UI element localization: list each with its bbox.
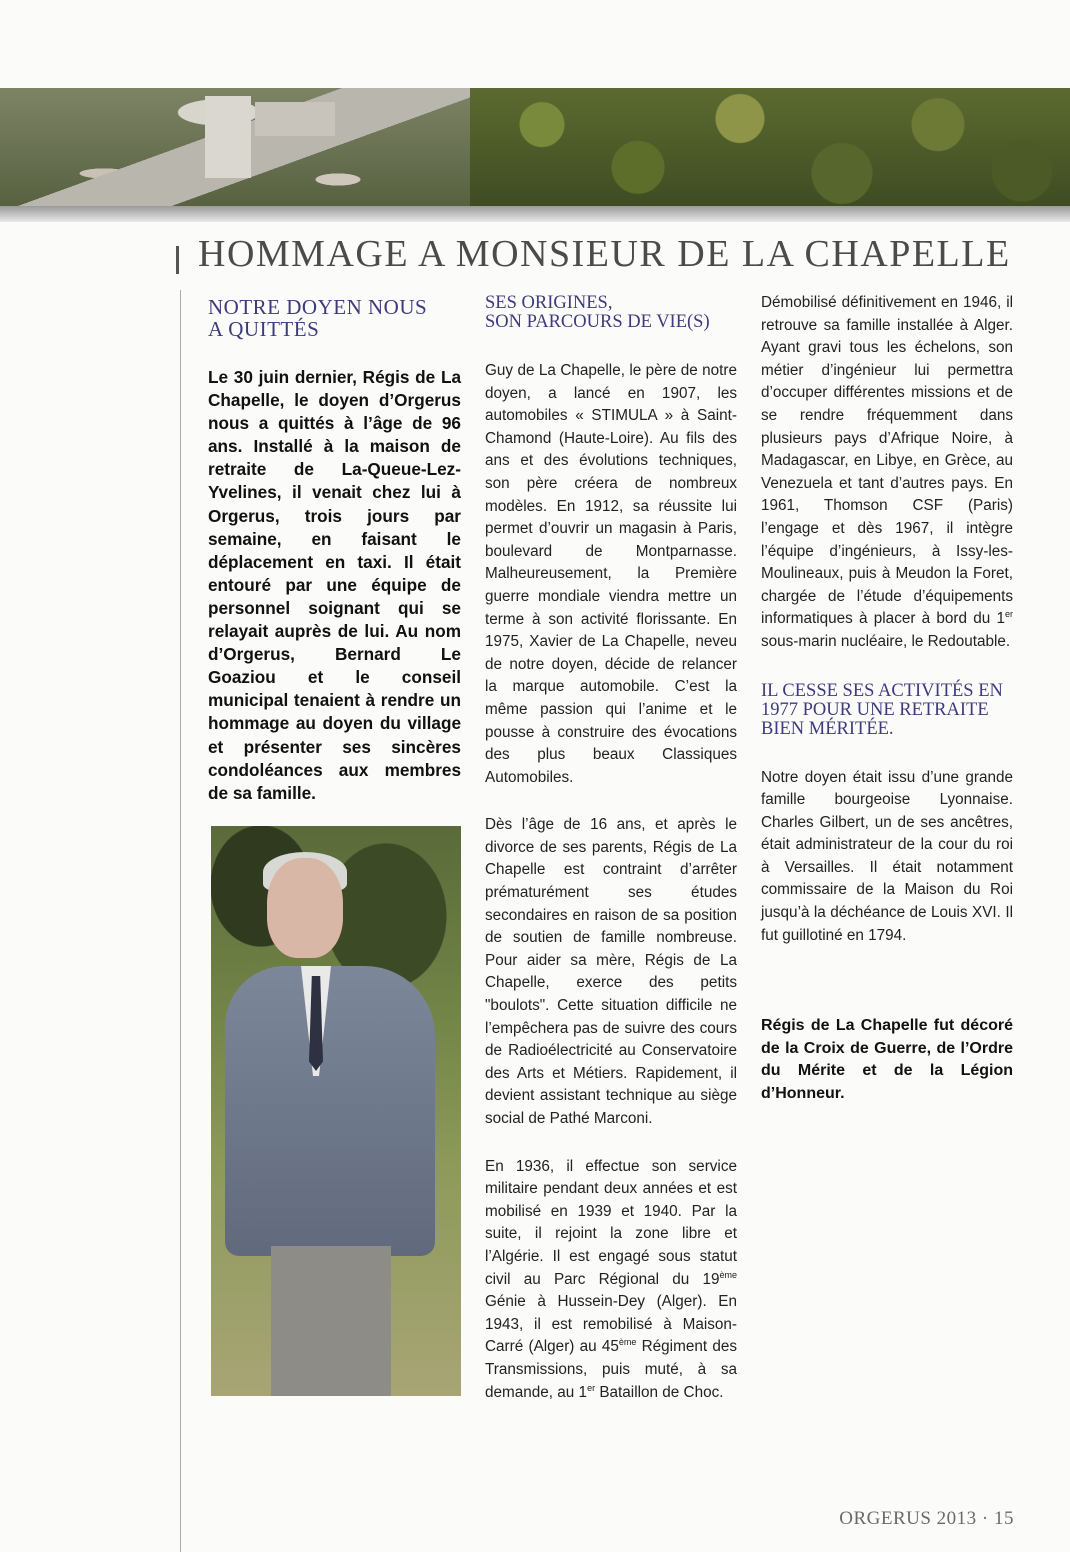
title-accent-bar xyxy=(176,246,179,274)
col2-heading-line1: SES ORIGINES, xyxy=(485,293,613,313)
church-tower xyxy=(205,96,251,178)
church-roof xyxy=(255,102,335,136)
col2-military-text-a: En 1936, il effectue son service militaire pendant deux années et est mobilisé en 1939 et 1940. Par la suite, il rejoint la zone libre et l’Algérie. Il est engagé sous statut civil au Parc Régional du 19 xyxy=(485,1157,737,1288)
photo-jacket xyxy=(225,966,435,1256)
intro-paragraph: Le 30 juin dernier, Régis de La Chapelle, le doyen d’Orgerus nous a quittés à l’âge de 96 ans. Installé à la maison de retraite de La-Queue-Lez-Yvelines, il venait chez lui à Orgerus, trois jours par semaine, en faisant le déplacement en taxi. Il était entouré par une équipe de personnel soignant qui se relayait auprès de lui. Au nom d’Orgerus, Bernard Le Goaziou et le conseil municipal tenaient à rendre un hommage au doyen du village et présenter ses sincères condoléances aux membres de sa famille. xyxy=(208,367,461,803)
column-2 xyxy=(485,294,737,1404)
col3-heading-line2: 1977 POUR UNE RETRAITE xyxy=(761,699,989,720)
col3-career-text-a: Démobilisé définitivement en 1946, il retrouve sa famille installée à Alger. Ayant gravi tous les échelons, son métier d’ingénieur lui permettra d’occuper différentes missions et de se rendre fréquemment dans plusieurs pays d’Afrique Noire, à Madagascar, en Libye, en Grèce, au Venezuela et tant d’autres pays. En 1961, Thomson CSF (Paris) l’engage et dès 1967, il intègre l’équipe d’ingénieurs, à Issy-les-Moulineaux, puis à Meudon la Foret, chargée de l’étude d’équipements informatiques à placer à bord du 1 xyxy=(761,294,1013,628)
col3-heading-line1: IL CESSE SES ACTIVITÉS EN xyxy=(761,680,1003,701)
column-1 xyxy=(208,296,461,805)
photo-face xyxy=(267,858,343,958)
photo-trousers xyxy=(271,1246,391,1396)
column-3 xyxy=(761,292,1013,1106)
page-footer: ORGERUS 2013 · 15 xyxy=(839,1508,1014,1529)
col3-paragraph-honours: Régis de La Chapelle fut décoré de la Croix de Guerre, de l’Ordre du Mérite et de la Légion d’Honneur. xyxy=(761,1017,1013,1103)
col2-military-text-b: Génie à Hussein-Dey (Alger). En 1943, il est remobilisé à Maison-Carré (Alger) au 45 xyxy=(485,1293,737,1356)
col2-military-text-c: Régiment des Transmissions, puis muté, à sa demande, au 1 xyxy=(485,1338,737,1401)
col3-paragraph-family: Notre doyen était issu d’une grande famille bourgeoise Lyonnaise. Charles Gilbert, un de ses ancêtres, était administrateur de la cour du roi à Versailles. Il était notamment commissaire de la Maison du Roi jusqu’à la déchéance de Louis XVI. Il fut guillotiné en 1794. xyxy=(761,768,1013,944)
vertical-divider xyxy=(180,290,181,1552)
portrait-photo xyxy=(211,826,461,1396)
col1-heading-line2: A QUITTÉS xyxy=(208,317,320,341)
superscript: er xyxy=(587,1382,596,1393)
col1-heading-line1: NOTRE DOYEN NOUS xyxy=(208,295,428,319)
col1-heading xyxy=(208,296,461,340)
col3-heading-line3: BIEN MÉRITÉE. xyxy=(761,718,894,739)
superscript: ème xyxy=(719,1269,737,1280)
col2-paragraph-origins: Guy de La Chapelle, le père de notre doyen, a lancé en 1907, les automobiles « STIMULA » à Saint-Chamond (Haute-Loire). Au fils des ans et des évolutions techniques, son père créera de nombreux modèles. En 1912, sa réussite lui permet d’ouvrir un magasin à Paris, boulevard de Montparnasse. Malheureusement, la Première guerre mondiale viendra mettre un terme à son activité florissante. En 1975, Xavier de La Chapelle, neveu de notre doyen, décide de relancer la marque automobile. C’est la même passion qui l’anime et le pousse à construire des évocations des plus beaux Classiques Automobiles. xyxy=(485,362,737,786)
col2-paragraph-military xyxy=(485,1156,737,1405)
superscript: ème xyxy=(618,1337,637,1348)
col2-heading xyxy=(485,294,737,332)
col2-heading-line2: SON PARCOURS DE VIE(S) xyxy=(485,312,710,332)
superscript: er xyxy=(1004,609,1013,620)
col3-career-text-b: sous-marin nucléaire, le Redoutable. xyxy=(761,632,1011,650)
col2-military-text-d: Bataillon de Choc. xyxy=(595,1383,724,1401)
col2-paragraph-youth: Dès l’âge de 16 ans, et après le divorce de ses parents, Régis de La Chapelle est contraint d’arrêter prématurément ses études secondaires en raison de sa position de soutien de famille nombreuse. Pour aider sa mère, Régis de La Chapelle, exerce des petits "boulots". Cette situation difficile ne l’empêchera pas de suivre des cours de Radioélectricité au Conservatoire des Arts et Métiers. Rapidement, il devient assistant technique au siège social de Pathé Marconi. xyxy=(485,816,737,1127)
forest-area xyxy=(470,88,1070,210)
col3-heading xyxy=(761,682,1013,739)
page-title: HOMMAGE A MONSIEUR DE LA CHAPELLE xyxy=(198,233,1011,275)
col3-paragraph-career xyxy=(761,292,1013,654)
banner-shadow xyxy=(0,206,1070,222)
header-aerial-photo xyxy=(0,88,1070,210)
